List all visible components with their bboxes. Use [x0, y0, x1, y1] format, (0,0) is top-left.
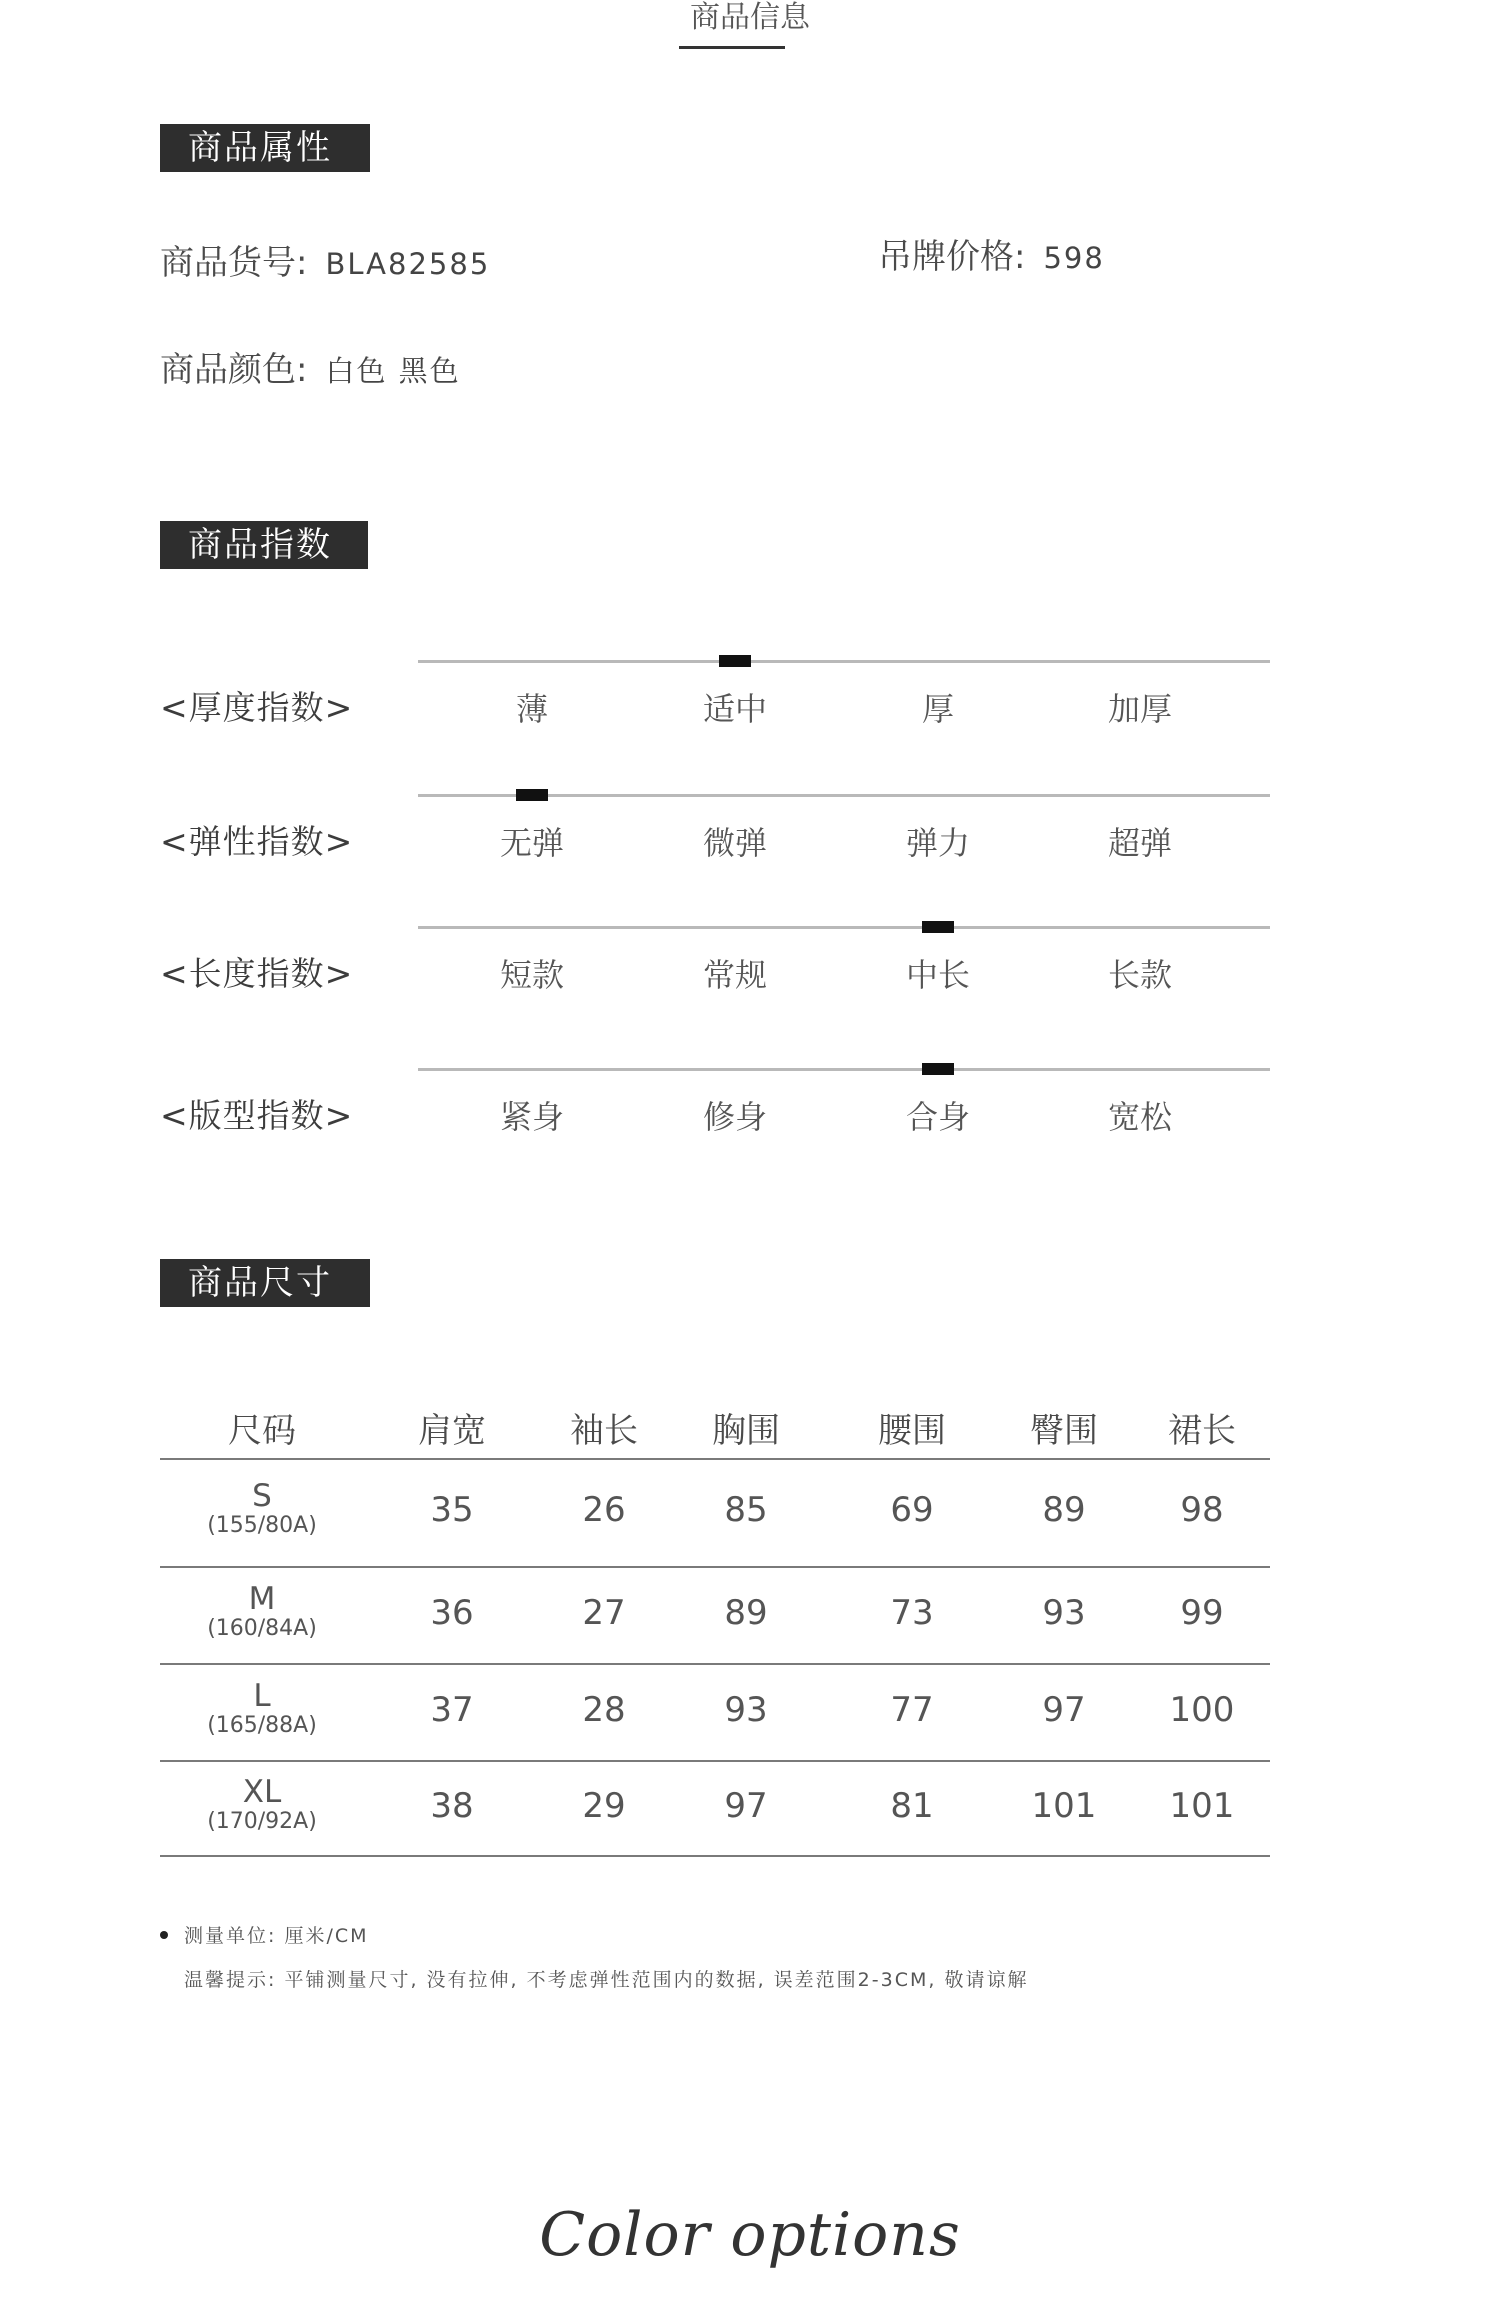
index-option: 弹力 [905, 824, 970, 862]
table-divider [160, 1855, 1270, 1857]
index-title: <弹性指数> [160, 822, 354, 861]
item-number-label: 商品货号: [160, 243, 308, 283]
section-label-sizes: 商品尺寸 [160, 1259, 370, 1307]
title-underline [679, 46, 785, 49]
table-header-cell: 袖长 [570, 1411, 638, 1451]
table-cell: 26 [582, 1490, 626, 1530]
index-option: 长款 [1107, 956, 1172, 994]
size-spec: (165/88A) [207, 1712, 317, 1738]
size-label: L [253, 1677, 271, 1714]
item-color-value: 白色 黑色 [325, 354, 461, 388]
table-cell: 28 [582, 1689, 626, 1730]
index-title: <长度指数> [160, 954, 354, 993]
index-option: 常规 [702, 956, 767, 994]
table-size-cell [162, 1773, 362, 1836]
measure-tip-note: 温馨提示: 平铺测量尺寸, 没有拉伸, 不考虑弹性范围内的数据, 误差范围2-3CM, 敬请谅解 [184, 1969, 1029, 1991]
item-number-value: BLA82585 [325, 247, 491, 281]
index-scale-line [418, 1068, 1270, 1071]
table-header-cell: 肩宽 [418, 1411, 486, 1451]
bullet-icon [160, 1931, 168, 1939]
index-option: 超弹 [1107, 824, 1172, 862]
index-scale-line [418, 926, 1270, 929]
table-cell: 77 [890, 1689, 934, 1730]
tag-price-value: 598 [1043, 241, 1105, 275]
size-label: M [248, 1580, 276, 1617]
table-cell: 36 [430, 1592, 474, 1633]
item-number [160, 243, 490, 284]
size-spec: (170/92A) [207, 1808, 317, 1834]
index-option: 紧身 [499, 1098, 564, 1136]
table-size-cell [162, 1580, 362, 1643]
table-cell: 37 [430, 1689, 474, 1730]
table-cell: 89 [724, 1592, 768, 1633]
table-divider [160, 1458, 1270, 1460]
index-scale-line [418, 660, 1270, 663]
index-selected-marker [922, 921, 954, 933]
item-color-label: 商品颜色: [160, 350, 308, 390]
index-option: 微弹 [702, 824, 767, 862]
index-option: 加厚 [1107, 690, 1172, 728]
table-cell: 101 [1169, 1785, 1235, 1826]
table-cell: 101 [1031, 1785, 1097, 1826]
index-option: 宽松 [1107, 1098, 1172, 1136]
table-cell: 85 [724, 1490, 768, 1530]
table-cell: 81 [890, 1785, 934, 1826]
index-option: 合身 [905, 1098, 970, 1136]
table-header-cell: 胸围 [712, 1411, 780, 1451]
table-cell: 97 [1042, 1689, 1086, 1730]
section-label-attributes: 商品属性 [160, 124, 370, 172]
table-size-cell [162, 1480, 362, 1540]
table-cell: 73 [890, 1592, 934, 1633]
table-header-cell: 腰围 [878, 1411, 946, 1451]
color-options-title: Color options [539, 2200, 961, 2270]
size-label: XL [242, 1773, 282, 1810]
index-option: 薄 [515, 690, 548, 728]
index-title: <厚度指数> [160, 688, 354, 727]
table-header-cell: 裙长 [1168, 1411, 1236, 1451]
table-divider [160, 1566, 1270, 1568]
index-selected-marker [922, 1063, 954, 1075]
table-cell: 27 [582, 1592, 626, 1633]
table-cell: 93 [1042, 1592, 1086, 1633]
table-header-cell: 尺码 [228, 1411, 296, 1451]
table-divider [160, 1760, 1270, 1762]
index-option: 短款 [499, 956, 564, 994]
table-divider [160, 1663, 1270, 1665]
table-cell: 35 [430, 1490, 474, 1530]
table-cell: 100 [1169, 1689, 1235, 1730]
table-cell: 98 [1180, 1490, 1224, 1530]
table-cell: 89 [1042, 1490, 1086, 1530]
table-cell: 69 [890, 1490, 934, 1530]
index-selected-marker [719, 655, 751, 667]
measure-unit-note: 测量单位: 厘米/CM [184, 1925, 369, 1947]
index-option: 厚 [921, 690, 954, 728]
index-option: 中长 [905, 956, 970, 994]
index-option: 修身 [702, 1098, 767, 1136]
index-option: 无弹 [499, 824, 564, 862]
index-option: 适中 [702, 690, 767, 728]
tag-price [878, 237, 1105, 278]
tag-price-label: 吊牌价格: [878, 237, 1026, 277]
table-cell: 99 [1180, 1592, 1224, 1633]
table-cell: 29 [582, 1785, 626, 1826]
table-cell: 93 [724, 1689, 768, 1730]
size-spec: (160/84A) [207, 1615, 317, 1641]
section-label-indexes: 商品指数 [160, 521, 368, 569]
table-cell: 38 [430, 1785, 474, 1826]
table-header-cell: 臀围 [1030, 1411, 1098, 1451]
table-cell: 97 [724, 1785, 768, 1826]
size-spec: (155/80A) [207, 1513, 317, 1538]
page-title: 商品信息 [690, 0, 810, 35]
size-label: S [252, 1478, 272, 1514]
table-size-cell [162, 1677, 362, 1740]
index-selected-marker [516, 789, 548, 801]
index-title: <版型指数> [160, 1096, 354, 1135]
item-color [160, 350, 461, 391]
